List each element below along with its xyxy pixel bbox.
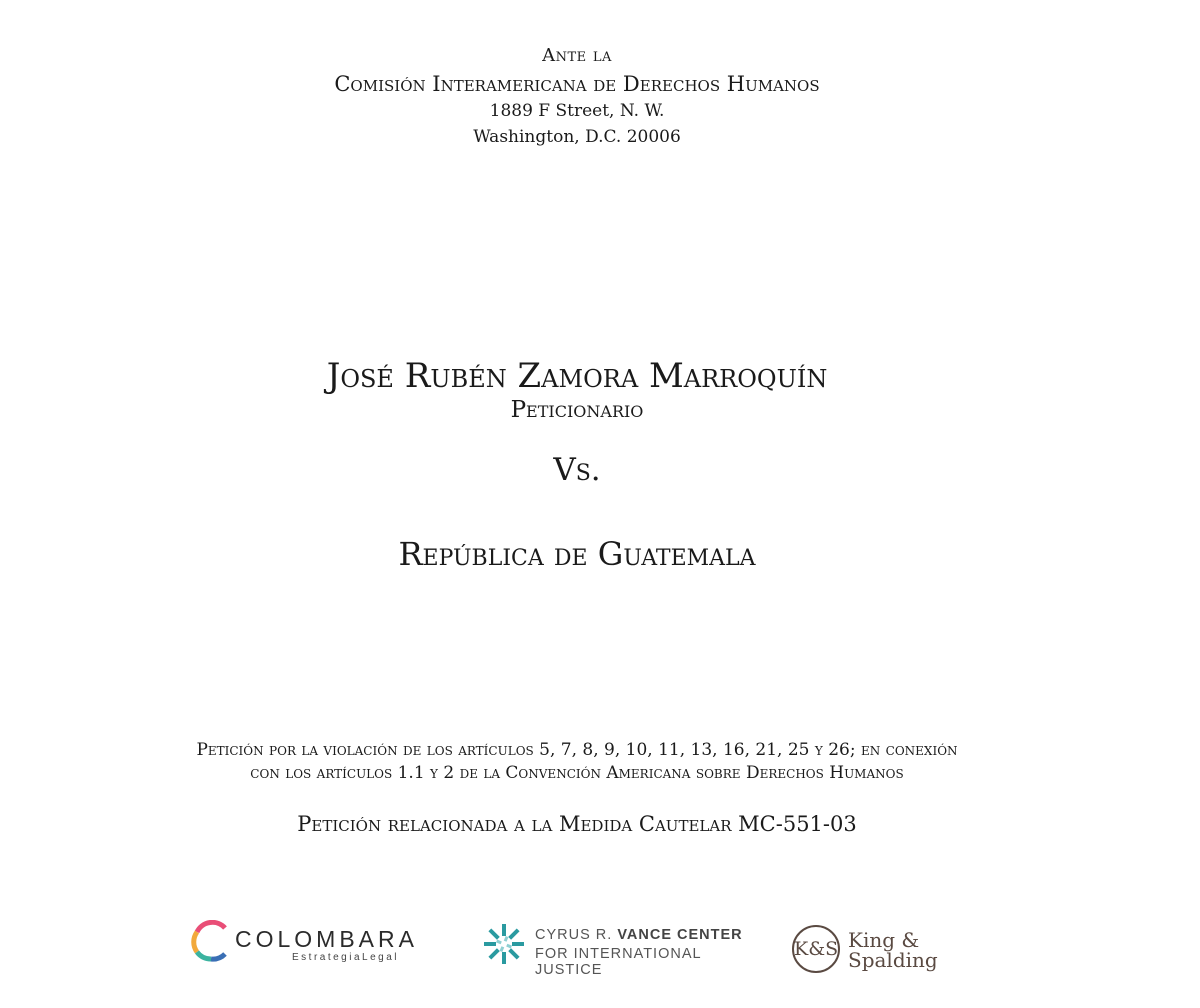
vance-line1: CYRUS R. VANCE CENTER	[535, 927, 743, 943]
colombara-logo	[191, 918, 421, 970]
ks-line2: Spalding	[848, 948, 938, 972]
petition-articles-line1: Petición por la violación de los artículos 5, 7, 8, 9, 10, 11, 13, 16, 21, 25 y 26; en conexión	[196, 740, 958, 760]
vance-star-icon	[482, 922, 526, 966]
ks-line1: King &	[848, 928, 920, 952]
commission-street: 1889 F Street, N. W.	[489, 101, 665, 121]
colombara-tagline: EstrategiaLegal	[292, 952, 399, 963]
precautionary-measure-line: Petición relacionada a la Medida Cautelar MC-551-03	[297, 812, 857, 836]
colombara-wordmark: COLOMBARA	[235, 926, 418, 952]
versus-label: Vs.	[553, 452, 601, 488]
commission-city: Washington, D.C. 20006	[473, 127, 681, 147]
petitioner-role: Peticionario	[510, 397, 644, 423]
ks-monogram-icon: K&S	[792, 925, 840, 973]
vance-line2: FOR INTERNATIONAL JUSTICE	[535, 946, 702, 978]
vance-center-logo	[482, 922, 752, 978]
ante-la-heading: Ante la	[542, 45, 612, 66]
king-spalding-logo	[792, 924, 942, 980]
commission-name: Comisión Interamericana de Derechos Humanos	[334, 72, 820, 96]
petitioner-name: José Rubén Zamora Marroquín	[326, 356, 828, 396]
respondent-name: República de Guatemala	[398, 535, 756, 573]
petition-articles-line2: con los artículos 1.1 y 2 de la Convención Americana sobre Derechos Humanos	[250, 763, 904, 783]
colombara-c-mark-icon	[191, 920, 231, 964]
